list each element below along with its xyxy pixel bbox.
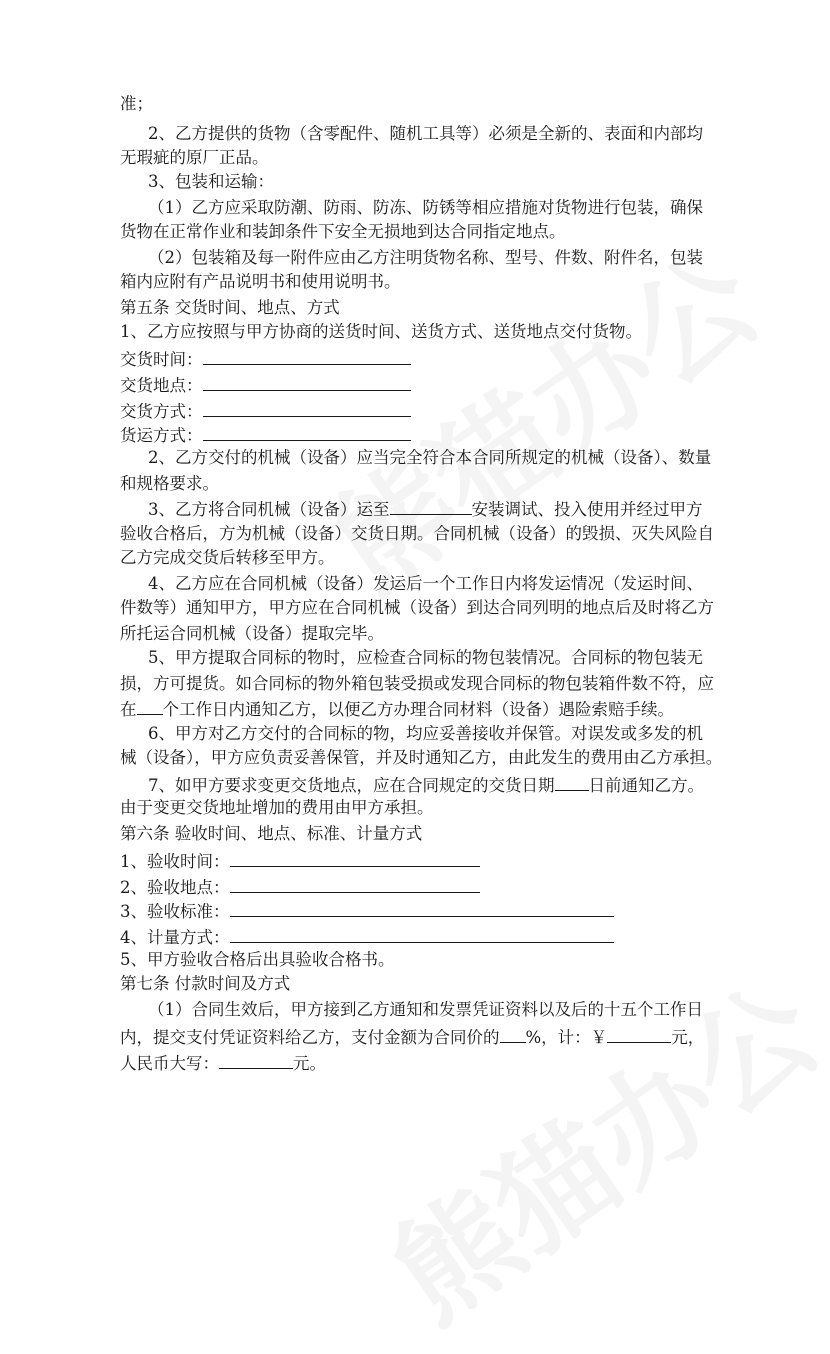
notice-days-blank[interactable] [555,772,589,791]
field-label: 4、计量方式： [120,928,230,947]
text-line: （1）乙方应采取防潮、防雨、防冻、防锈等相应措施对货物进行包装，确保 [148,198,703,217]
acceptance-place-blank[interactable] [230,874,480,893]
text-line: 在 个工作日内通知乙方，以便乙方办理合同材料（设备）遇险索赔手续。 [120,696,674,720]
field-label: 3、验收标准： [120,902,230,921]
text-line: 2、乙方提供的货物（含零配件、随机工具等）必须是全新的、表面和内部均 [148,124,703,143]
text-line: 人民币大写： 元。 [120,1050,326,1074]
text-line: （1）合同生效后，甲方接到乙方通知和发票凭证资料以及后的十五个工作日 [148,1000,703,1019]
field-label: 交货时间： [120,350,203,369]
field-label: 货运方式： [120,426,203,445]
acceptance-time-blank[interactable] [230,848,480,867]
text-line: 验收合格后，方为机械（设备）交货日期。合同机械（设备）的毁损、灭失风险自 [120,524,714,543]
text-line: 件数等）通知甲方，甲方应在合同机械（设备）到达合同列明的地点后及时将乙方 [120,598,714,617]
field-label: 1、验收时间： [120,852,230,871]
acceptance-place-field [120,874,480,898]
article-heading: 第五条 交货时间、地点、方式 [120,298,340,317]
text-line: 1、乙方应按照与甲方协商的送货时间、送货方式、送货地点交付货物。 [120,322,642,341]
article-heading: 第六条 验收时间、地点、标准、计量方式 [120,824,423,843]
field-label: 交货地点： [120,376,203,395]
delivery-time-blank[interactable] [203,346,411,365]
shipping-method-field [120,422,411,446]
destination-blank[interactable] [390,496,472,515]
shipping-method-blank[interactable] [203,422,411,441]
text-line: （2）包装箱及每一附件应由乙方注明货物名称、型号、件数、附件名，包装 [148,248,703,267]
text-line: 内，提交支付凭证资料给乙方，支付金额为合同价的 %，计：￥ 元， [120,1024,704,1048]
field-label: 交货方式： [120,402,203,421]
text-line: 2、乙方交付的机械（设备）应当完全符合本合同所规定的机械（设备）、数量 [148,448,712,467]
delivery-place-blank[interactable] [203,372,411,391]
article-heading: 第七条 付款时间及方式 [120,974,291,993]
workdays-blank[interactable] [137,696,163,715]
text-line: 和规格要求。 [120,474,219,493]
text-line: 准； [120,94,153,113]
percent-blank[interactable] [500,1024,526,1043]
measurement-method-blank[interactable] [230,924,614,943]
text-line: 5、甲方提取合同标的物时，应检查合同标的物包装情况。合同标的物包装无 [148,648,703,667]
text-line: 无瑕疵的原厂正品。 [120,148,269,167]
delivery-place-field [120,372,411,396]
text-line: 损，方可提货。如合同标的物外箱包装受损或发现合同标的物包装箱件数不符，应 [120,674,714,693]
text-line: 3、乙方将合同机械（设备）运至 安装调试、投入使用并经过甲方 [148,496,703,520]
amount-in-words-blank[interactable] [219,1050,293,1069]
field-label: 2、验收地点： [120,878,230,897]
delivery-method-blank[interactable] [203,398,411,417]
text-line: 械（设备），甲方应负责妥善保管，并及时通知乙方，由此发生的费用由乙方承担。 [120,748,723,767]
text-line: 货物在正常作业和装卸条件下安全无损地到达合同指定地点。 [120,222,566,241]
acceptance-standard-blank[interactable] [230,898,614,917]
acceptance-standard-field [120,898,614,922]
section-heading: 3、包装和运输： [148,172,274,191]
measurement-method-field [120,924,614,948]
acceptance-time-field [120,848,480,872]
text-line: 7、如甲方要求变更交货地点，应在合同规定的交货日期 日前通知乙方。 [148,772,704,796]
text-line: 5、甲方验收合格后出具验收合格书。 [120,950,395,969]
text-line: 由于变更交货地址增加的费用由甲方承担。 [120,798,434,817]
text-line: 乙方完成交货后转移至甲方。 [120,548,335,567]
text-line: 箱内应附有产品说明书和使用说明书。 [120,272,401,291]
text-line: 所托运合同机械（设备）提取完毕。 [120,624,384,643]
delivery-time-field [120,346,411,370]
text-line: 6、甲方对乙方交付的合同标的物，均应妥善接收并保管。对误发或多发的机 [148,724,703,743]
text-line: 4、乙方应在合同机械（设备）发运后一个工作日内将发运情况（发运时间、 [148,574,703,593]
delivery-method-field [120,398,411,422]
amount-blank[interactable] [607,1024,671,1043]
